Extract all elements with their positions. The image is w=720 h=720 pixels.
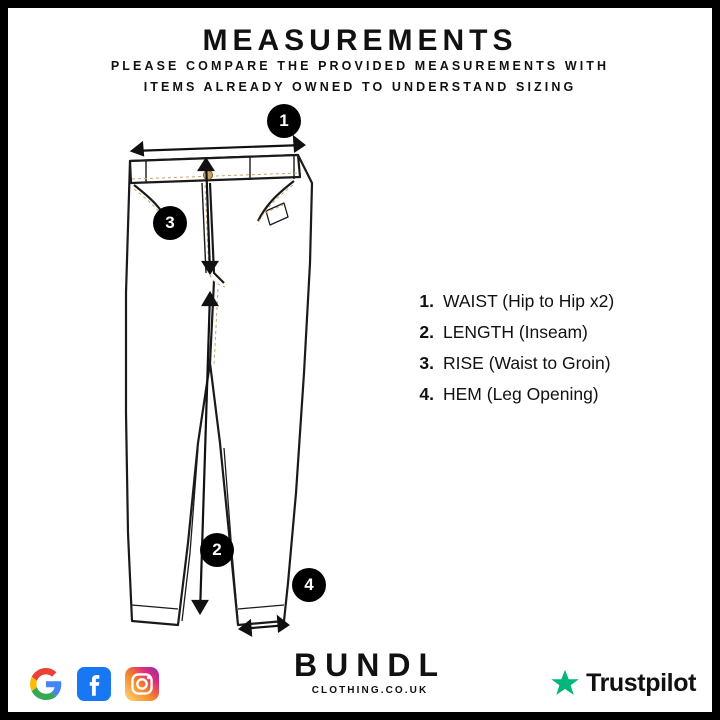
- marker-length: [200, 533, 234, 567]
- brand-logo: [270, 648, 470, 696]
- legend-label-1: WAIST (Hip to Hip x2): [443, 291, 615, 311]
- legend-label-2: LENGTH (Inseam): [443, 322, 588, 342]
- marker-rise: [153, 206, 187, 240]
- brand-domain: CLOTHING.CO.UK: [311, 685, 429, 696]
- legend-num-3: 3.: [419, 353, 434, 373]
- trustpilot-label: Trustpilot: [586, 668, 696, 697]
- legend-item-rise: [404, 353, 694, 384]
- facebook-icon[interactable]: [76, 666, 112, 702]
- trustpilot-badge[interactable]: [550, 668, 696, 698]
- measurement-legend: [404, 291, 694, 415]
- legend-item-length: [404, 322, 694, 353]
- subtitle-line-1: PLEASE COMPARE THE PROVIDED MEASUREMENTS WITH: [110, 59, 610, 73]
- page-subtitle: [60, 56, 660, 98]
- legend-num-2: 2.: [419, 322, 434, 342]
- legend-label-3: RISE (Waist to Groin): [443, 353, 611, 373]
- instagram-icon[interactable]: [124, 666, 160, 702]
- social-links: [28, 666, 160, 702]
- marker-length-label: 2: [212, 540, 222, 559]
- legend-item-hem: [404, 384, 694, 415]
- marker-waist: [267, 104, 301, 138]
- marker-waist-label: 1: [279, 111, 289, 130]
- legend-num-1: 1.: [419, 291, 434, 311]
- page-title: MEASUREMENTS: [202, 24, 518, 57]
- legend-num-4: 4.: [419, 384, 434, 404]
- button-detail: [204, 171, 213, 180]
- white-canvas: [8, 8, 712, 712]
- google-icon[interactable]: [28, 666, 64, 702]
- legend-label-4: HEM (Leg Opening): [443, 384, 599, 404]
- marker-rise-label: 3: [165, 213, 175, 232]
- marker-hem: [292, 568, 326, 602]
- legend-item-waist: [404, 291, 694, 322]
- trustpilot-star-icon: [550, 668, 580, 698]
- brand-name: BUNDL: [294, 647, 446, 683]
- subtitle-line-2: ITEMS ALREADY OWNED TO UNDERSTAND SIZING: [143, 80, 577, 94]
- jeans-illustration: [98, 113, 388, 643]
- jeans-diagram: [98, 113, 388, 643]
- marker-hem-label: 4: [304, 575, 314, 594]
